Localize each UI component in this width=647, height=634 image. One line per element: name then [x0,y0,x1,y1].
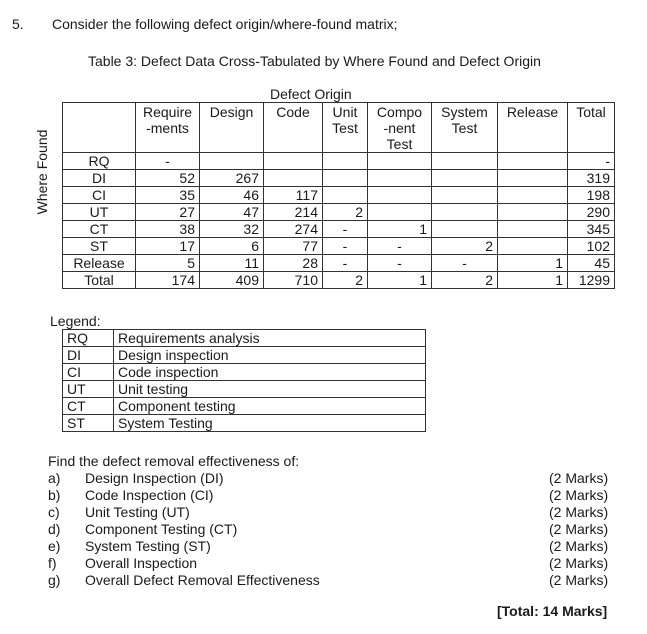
table-cell: 27 [136,204,200,221]
table-row [63,170,615,187]
legend-abbr: UT [63,381,114,398]
legend-title: Legend: [50,313,101,329]
table-cell: 46 [200,187,264,204]
row-label: UT [63,204,136,221]
table-cell [264,170,323,187]
table-cell: 2 [432,238,498,255]
legend-desc: Requirements analysis [114,330,426,347]
legend-row [63,415,426,432]
table-row [63,238,615,255]
question-item-text: Overall Defect Removal Effectiveness [85,572,320,588]
table-row [63,221,615,238]
table-cell [323,170,368,187]
column-header: Require -ments [136,103,200,153]
question-number: 5. [12,16,24,32]
column-header: System Test [432,103,498,153]
legend-row [63,398,426,415]
table-row [63,272,615,289]
table-cell [264,153,323,170]
legend-row [63,347,426,364]
table-cell [432,187,498,204]
legend-abbr: CT [63,398,114,415]
legend-abbr: CI [63,364,114,381]
table-cell: 214 [264,204,323,221]
table-cell [432,204,498,221]
question-item-text: Design Inspection (DI) [85,470,224,486]
legend-desc: System Testing [114,415,426,432]
table-cell [368,170,432,187]
question-item-text: Overall Inspection [85,555,198,571]
legend-abbr: DI [63,347,114,364]
legend-desc: Design inspection [114,347,426,364]
legend-desc: Unit testing [114,381,426,398]
legend-abbr: ST [63,415,114,432]
table-cell: 2 [323,204,368,221]
table-cell: - [368,255,432,272]
row-label: Total [63,272,136,289]
table-cell: 6 [200,238,264,255]
table-cell: - [432,255,498,272]
table-cell: - [323,255,368,272]
table-cell: 47 [200,204,264,221]
table-cell [498,221,568,238]
table-cell: 2 [323,272,368,289]
matrix-header-row [63,103,615,153]
question-letter: b) [48,487,61,503]
legend-desc: Component testing [114,398,426,415]
question-letter: d) [48,521,61,537]
legend-row [63,364,426,381]
marks-label: (2 Marks) [549,521,609,537]
question-letter: c) [48,504,60,520]
defect-matrix-table [62,102,615,289]
total-marks: [Total: 14 Marks] [497,603,608,619]
table-cell: 2 [432,272,498,289]
table-cell [498,238,568,255]
table-cell [498,170,568,187]
legend-row [63,330,426,347]
table-cell: 11 [200,255,264,272]
table-cell [498,153,568,170]
row-label: Release [63,255,136,272]
legend-table [62,329,426,432]
table-row [63,204,615,221]
table-cell: 1 [368,221,432,238]
table-cell [368,204,432,221]
table-cell: 45 [568,255,615,272]
table-cell: - [136,153,200,170]
question-text: Consider the following defect origin/where-found matrix; [52,16,398,32]
table-cell: - [368,238,432,255]
table-cell: - [323,238,368,255]
question-letter: g) [48,572,61,588]
column-header: Unit Test [323,103,368,153]
row-label: RQ [63,153,136,170]
table-cell: 117 [264,187,323,204]
question-item-text: System Testing (ST) [85,538,211,554]
column-header: Total [568,103,615,153]
marks-label: (2 Marks) [549,572,609,588]
column-header: Design [200,103,264,153]
legend-row [63,381,426,398]
table-cell: 198 [568,187,615,204]
table-cell: 35 [136,187,200,204]
table-cell: 409 [200,272,264,289]
row-label: CT [63,221,136,238]
row-label: DI [63,170,136,187]
table-cell [323,187,368,204]
table-cell: 290 [568,204,615,221]
table-cell [432,221,498,238]
column-header: Compo -nent Test [368,103,432,153]
question-item-text: Code Inspection (CI) [85,487,214,503]
marks-label: (2 Marks) [549,538,609,554]
table-cell: 174 [136,272,200,289]
find-intro: Find the defect removal effectiveness of: [48,453,300,469]
question-item-text: Unit Testing (UT) [85,504,190,520]
defect-origin-header: Defect Origin [270,86,352,102]
legend-abbr: RQ [63,330,114,347]
row-label: ST [63,238,136,255]
table-cell [432,170,498,187]
legend-desc: Code inspection [114,364,426,381]
table-cell: 319 [568,170,615,187]
table-cell: 267 [200,170,264,187]
table-row [63,153,615,170]
table-cell: 5 [136,255,200,272]
matrix-corner-cell [63,103,136,153]
table-cell [368,153,432,170]
where-found-label: Where Found [34,129,50,215]
row-label: CI [63,187,136,204]
table-cell [498,204,568,221]
table-cell: 17 [136,238,200,255]
table-cell: 710 [264,272,323,289]
table-cell: 28 [264,255,323,272]
table-cell: 102 [568,238,615,255]
table-caption: Table 3: Defect Data Cross-Tabulated by Where Found and Defect Origin [88,53,541,69]
marks-label: (2 Marks) [549,504,609,520]
marks-label: (2 Marks) [549,555,609,571]
table-row [63,255,615,272]
table-cell [323,153,368,170]
table-cell: 1 [498,255,568,272]
table-cell: - [323,221,368,238]
column-header: Code [264,103,323,153]
table-cell [498,187,568,204]
question-letter: a) [48,470,61,486]
marks-label: (2 Marks) [549,470,609,486]
question-item-text: Component Testing (CT) [85,521,238,537]
table-cell [368,187,432,204]
question-letter: e) [48,538,61,554]
column-header: Release [498,103,568,153]
marks-label: (2 Marks) [549,487,609,503]
table-cell: 77 [264,238,323,255]
table-cell: 1299 [568,272,615,289]
table-cell: 1 [498,272,568,289]
table-cell: 32 [200,221,264,238]
question-letter: f) [48,555,57,571]
table-cell: 274 [264,221,323,238]
table-row [63,187,615,204]
table-cell: 38 [136,221,200,238]
table-cell [432,153,498,170]
table-cell [200,153,264,170]
table-cell: 52 [136,170,200,187]
table-cell: - [568,153,615,170]
table-cell: 1 [368,272,432,289]
table-cell: 345 [568,221,615,238]
